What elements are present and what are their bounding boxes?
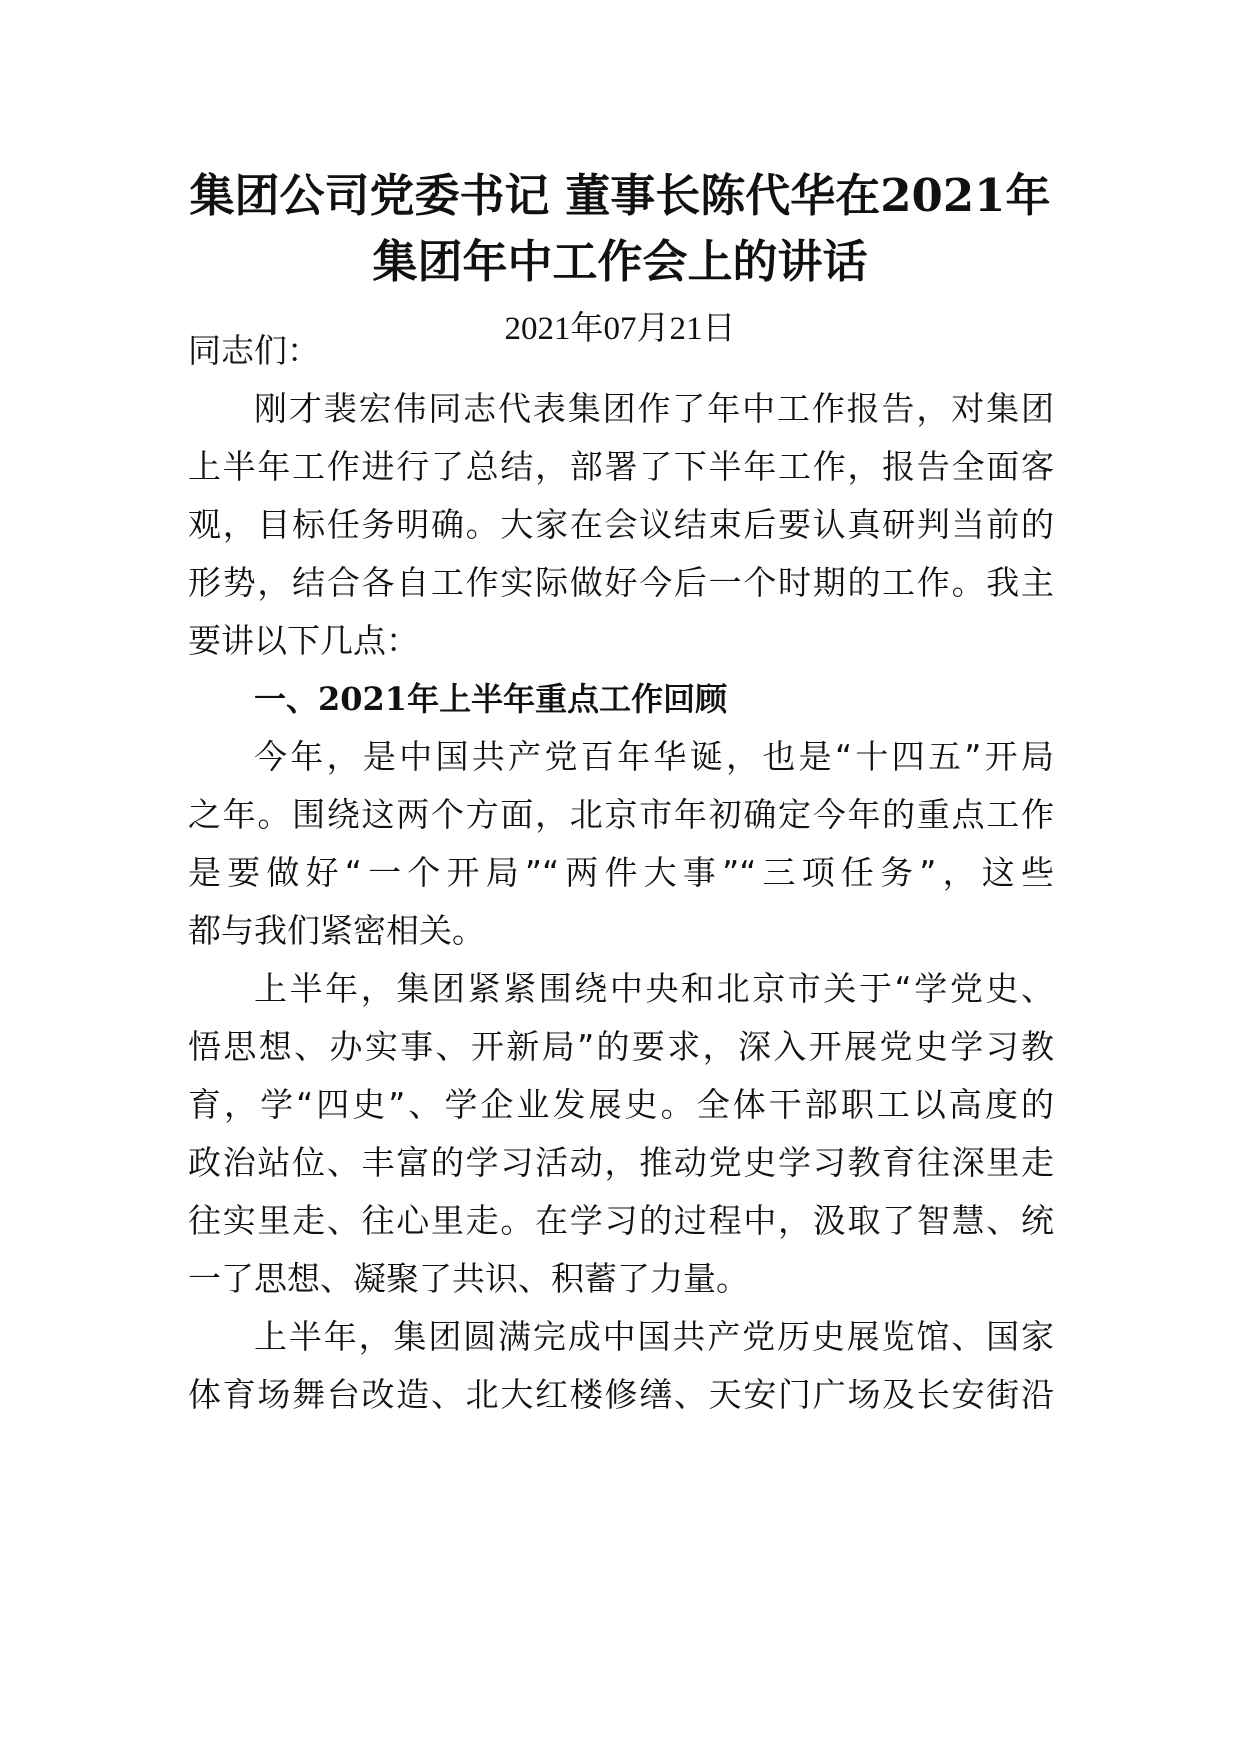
- paragraph-1-line-5: 要讲以下几点：: [188, 621, 419, 660]
- section-paragraph-1-line-3: 是要做好“一个开局”“两件大事”“三项任务”，这些: [188, 853, 1054, 892]
- section-paragraph-2-line-2: 悟思想、办实事、开新局”的要求，深入开展党史学习教: [188, 1027, 1054, 1066]
- section-paragraph-2-line-3: 育，学“四史”、学企业发展史。全体干部职工以高度的: [188, 1085, 1054, 1124]
- document-title-line-1: 集团公司党委书记 董事长陈代华在2021年: [189, 169, 1051, 222]
- section-paragraph-1-line-4: 都与我们紧密相关。: [188, 911, 485, 950]
- section-heading: 一、2021年上半年重点工作回顾: [254, 680, 728, 718]
- section-paragraph-3-line-2: 体育场舞台改造、北大红楼修缮、天安门广场及长安街沿: [188, 1375, 1054, 1414]
- section-paragraph-1-line-2: 之年。围绕这两个方面，北京市年初确定今年的重点工作: [188, 795, 1054, 834]
- paragraph-1-line-2: 上半年工作进行了总结，部署了下半年工作，报告全面客: [188, 447, 1054, 486]
- document-title-line-2: 集团年中工作会上的讲话: [372, 235, 868, 288]
- paragraph-1-line-4: 形势，结合各自工作实际做好今后一个时期的工作。我主: [188, 563, 1054, 602]
- section-paragraph-3-line-1: 上半年，集团圆满完成中国共产党历史展览馆、国家: [254, 1317, 1054, 1356]
- salutation: 同志们：: [188, 331, 320, 370]
- section-paragraph-2-line-1: 上半年，集团紧紧围绕中央和北京市关于“学党史、: [254, 969, 1054, 1008]
- document-date: 2021年07月21日: [504, 311, 736, 347]
- section-paragraph-2-line-6: 一了思想、凝聚了共识、积蓄了力量。: [188, 1259, 749, 1298]
- section-paragraph-2-line-4: 政治站位、丰富的学习活动，推动党史学习教育往深里走: [188, 1143, 1054, 1182]
- paragraph-1-line-3: 观，目标任务明确。大家在会议结束后要认真研判当前的: [188, 505, 1054, 544]
- section-paragraph-1-line-1: 今年，是中国共产党百年华诞，也是“十四五”开局: [254, 737, 1054, 776]
- paragraph-1-line-1: 刚才裴宏伟同志代表集团作了年中工作报告，对集团: [254, 389, 1054, 428]
- section-paragraph-2-line-5: 往实里走、往心里走。在学习的过程中，汲取了智慧、统: [188, 1201, 1054, 1240]
